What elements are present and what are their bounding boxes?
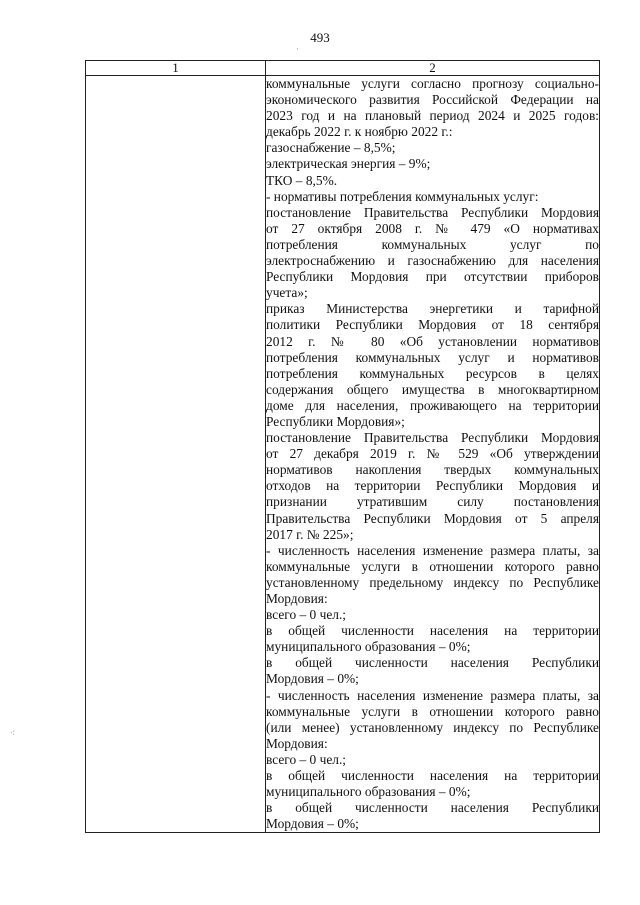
table-row: [86, 76, 600, 833]
text-line: от 27 октября 2008 г. № 479 «О нормативах: [266, 220, 599, 236]
text-line: Мордовия:: [266, 735, 328, 751]
text-line: постановление Правительства Республики Мордовия: [266, 430, 599, 446]
text-line: Мордовия:: [266, 591, 328, 606]
text-line: (или менее) установленному индексу по Республике: [266, 719, 599, 735]
text-line: муниципального образования – 0%;: [266, 784, 471, 800]
text-line: ТКО – 8,5%.: [266, 172, 338, 188]
text-line: Правительства Республики Мордовия от 5 апреля: [266, 510, 599, 526]
text-line: Мордовия – 0%;: [266, 816, 359, 832]
text-line: декабрь 2022 г. к ноябрю 2022 г.:: [266, 124, 453, 140]
page-number: 493: [310, 30, 330, 45]
text-line: - численность населения изменение размера платы, за: [266, 542, 599, 558]
text-line: потребления коммунальных ресурсов в целях: [266, 365, 599, 381]
text-line: коммунальные услуги в отношении которого равно: [266, 558, 599, 574]
text-line: в общей численности населения на территории: [266, 623, 599, 639]
document-table: [85, 60, 600, 833]
text-line: в общей численности населения Республики: [266, 655, 599, 671]
text-line: доме для населения, проживающего на территории: [266, 397, 599, 413]
text-line: электроснабжению и газоснабжению для населения: [266, 253, 599, 269]
text-line: коммунальные услуги согласно прогнозу социально-: [266, 76, 599, 91]
text-line: коммунальные услуги в отношении которого равно: [266, 703, 599, 719]
text-line: экономического развития Российской Федерации на: [266, 92, 599, 108]
text-line: от 27 декабря 2019 г. № 529 «Об утверждении: [266, 446, 599, 462]
text-line: 2012 г. № 80 «Об установлении нормативов: [266, 333, 599, 349]
text-line: в общей численности населения Республики: [266, 800, 599, 816]
text-line: 2017 г. № 225»;: [266, 526, 354, 542]
text-line: постановление Правительства Республики Мордовия: [266, 204, 599, 220]
text-line: 2023 год и на плановый период 2024 и 2025 годов:: [266, 108, 599, 124]
content-cell: [266, 76, 600, 833]
text-line: нормативов накопления твердых коммунальных: [266, 462, 599, 478]
text-line: учета»;: [266, 285, 308, 301]
text-line: муниципального образования – 0%;: [266, 639, 471, 655]
text-line: признании утратившим силу постановления: [266, 494, 599, 510]
text-line: всего – 0 чел.;: [266, 607, 347, 623]
text-line: в общей численности населения на территории: [266, 768, 599, 784]
text-line: содержания общего имущества в многоквартирном: [266, 381, 599, 397]
header-row: [86, 61, 600, 76]
text-line: потребления коммунальных услуг по: [266, 236, 599, 252]
column-header-2: 2: [266, 61, 600, 76]
text-line: потребления коммунальных услуг и нормативов: [266, 349, 599, 365]
text-line: - численность населения изменение размера платы, за: [266, 687, 599, 703]
text-line: приказ Министерства энергетики и тарифной: [266, 301, 599, 317]
text-line: газоснабжение – 8,5%;: [266, 140, 396, 156]
text-line: - нормативы потребления коммунальных услуг:: [266, 188, 539, 204]
text-line: Мордовия – 0%;: [266, 671, 359, 687]
text-line: политики Республики Мордовия от 18 сентября: [266, 317, 599, 333]
text-line: всего – 0 чел.;: [266, 751, 347, 767]
text-line: отходов на территории Республики Мордовия и: [266, 478, 599, 494]
text-line: электрическая энергия – 9%;: [266, 156, 431, 172]
scan-speck: ⁖: [10, 728, 16, 738]
text-line: Республики Мордовия»;: [266, 413, 405, 429]
column-header-1: 1: [86, 61, 266, 76]
scan-speck: ·: [296, 44, 299, 54]
text-line: Республики Мордовия при отсутствии приборов: [266, 269, 599, 285]
empty-cell: [86, 76, 266, 833]
text-line: установленному предельному индексу по Республике: [266, 574, 599, 590]
